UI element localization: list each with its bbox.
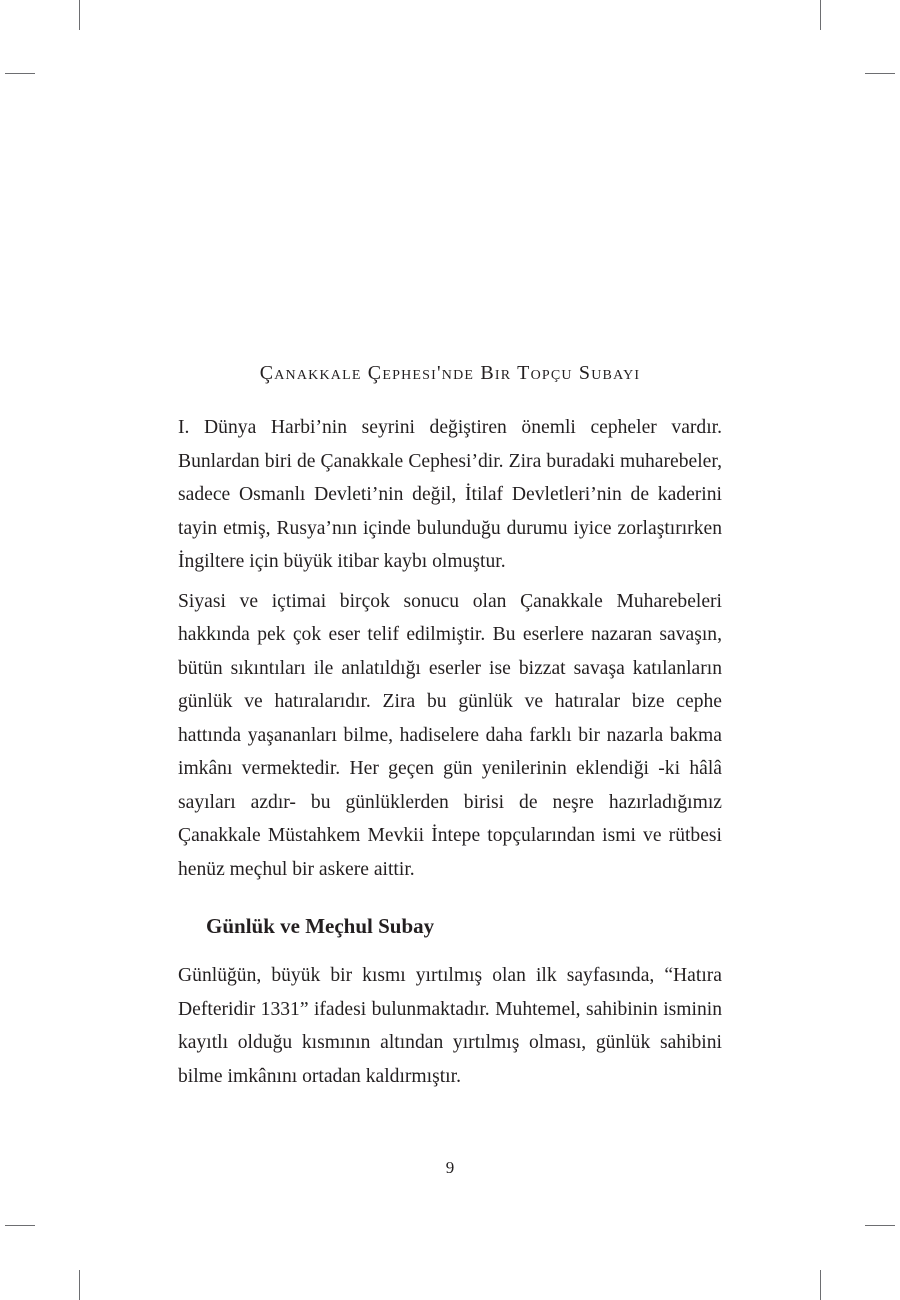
page-number: 9: [445, 1158, 455, 1177]
crop-mark-bottom-right: [820, 1270, 821, 1300]
section-paragraph: Günlüğün, büyük bir kısmı yırtılmış olan ilk sayfasında, “Hatıra Defteridir 1331” ifadesi bulunmaktadır. Muhtemel, sahibinin isminin kayıtlı olduğu kısmının altından yırtılmış olması, günlük sahibini bilme imkânını ortadan kaldırmıştır.: [178, 965, 722, 1087]
crop-mark-left-top: [5, 73, 35, 74]
body-paragraph: I. Dünya Harbi’nin seyrini değiştiren önemli cepheler vardır. Bunlardan biri de Çanakkale Cephesi’dir. Zira buradaki muharebeler, sadece Osmanlı Devleti’nin değil, İtilaf Devletleri’nin de kaderini tayin etmiş, Rusya’nın içinde bulunduğu durumu iyice zorlaştırırken İngiltere için büyük itibar kaybı olmuştur.: [178, 417, 722, 572]
crop-mark-top-left: [79, 0, 80, 30]
page-content: [178, 362, 722, 1099]
body-paragraph: Siyasi ve içtimai birçok sonucu olan Çanakkale Muharebeleri hakkında pek çok eser telif edilmiştir. Bu eserlere nazaran savaşın, bütün sıkıntıları ile anlatıldığı eserler ise bizzat savaşa katılanların günlük ve hatıralarıdır. Zira bu günlük ve hatıralar bize cephe hattında yaşananları bilme, hadiselere daha farklı bir nazarla bakma imkânı vermektedir. Her geçen gün yenilerinin eklendiği -ki hâlâ sayıları azdır- bu günlüklerden birisi de neşre hazırladığımız Çanakkale Müstahkem Mevkii İntepe topçularından ismi ve rütbesi henüz meçhul bir askere aittir.: [178, 590, 722, 880]
crop-mark-bottom-left: [79, 1270, 80, 1300]
crop-mark-left-bottom: [5, 1225, 35, 1226]
crop-mark-top-right: [820, 0, 821, 30]
crop-mark-right-bottom: [865, 1225, 895, 1226]
section-heading: Günlük ve Meçhul Subay: [206, 914, 435, 938]
crop-mark-right-top: [865, 73, 895, 74]
chapter-title: Çanakkale Çephesi'nde Bir Topçu Subayı: [259, 362, 641, 384]
